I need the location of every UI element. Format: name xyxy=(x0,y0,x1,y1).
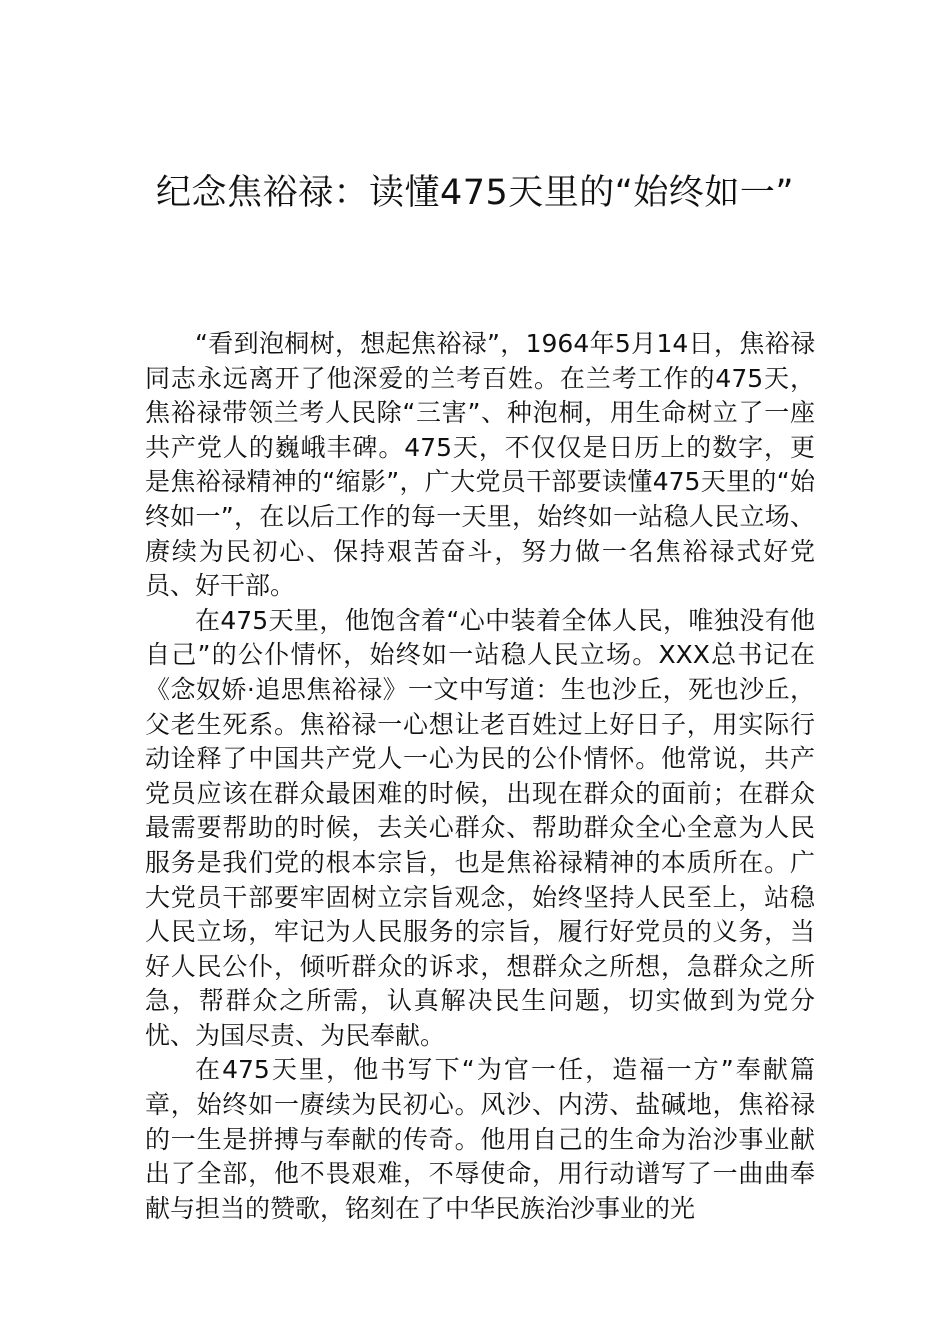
document-body xyxy=(145,327,815,1226)
page-title: 纪念焦裕禄：读懂475天里的“始终如一” xyxy=(155,173,795,213)
paragraph-1: “看到泡桐树，想起焦裕禄”，1964年5月14日，焦裕禄同志永远离开了他深爱的兰考百姓。在兰考工作的475天，焦裕禄带领兰考人民除“三害”、种泡桐，用生命树立了一座共产党人的巍峨丰碑。475天，不仅仅是日历上的数字，更是焦裕禄精神的“缩影”，广大党员干部要读懂475天里的“始终如一”，在以后工作的每一天里，始终如一站稳人民立场、赓续为民初心、保持艰苦奋斗，努力做一名焦裕禄式好党员、好干部。 xyxy=(145,329,815,601)
paragraph-3: 在475天里，他书写下“为官一任，造福一方”奉献篇章，始终如一赓续为民初心。风沙、内涝、盐碱地，焦裕禄的一生是拼搏与奉献的传奇。他用自己的生命为治沙事业献出了全部，他不畏艰难，不辱使命，用行动谱写了一曲曲奉献与担当的赞歌，铭刻在了中华民族治沙事业的光 xyxy=(145,1055,815,1223)
paragraph-2: 在475天里，他饱含着“心中装着全体人民，唯独没有他自己”的公仆情怀，始终如一站稳人民立场。XXX总书记在《念奴娇·追思焦裕禄》一文中写道：生也沙丘，死也沙丘，父老生死系。焦裕禄一心想让老百姓过上好日子，用实际行动诠释了中国共产党人一心为民的公仆情怀。他常说，共产党员应该在群众最困难的时候，出现在群众的面前；在群众最需要帮助的时候，去关心群众、帮助群众全心全意为人民服务是我们党的根本宗旨，也是焦裕禄精神的本质所在。广大党员干部要牢固树立宗旨观念，始终坚持人民至上，站稳人民立场，牢记为人民服务的宗旨，履行好党员的义务，当好人民公仆，倾听群众的诉求，想群众之所想，急群众之所急，帮群众之所需，认真解决民生问题，切实做到为党分忧、为国尽责、为民奉献。 xyxy=(145,605,815,1050)
